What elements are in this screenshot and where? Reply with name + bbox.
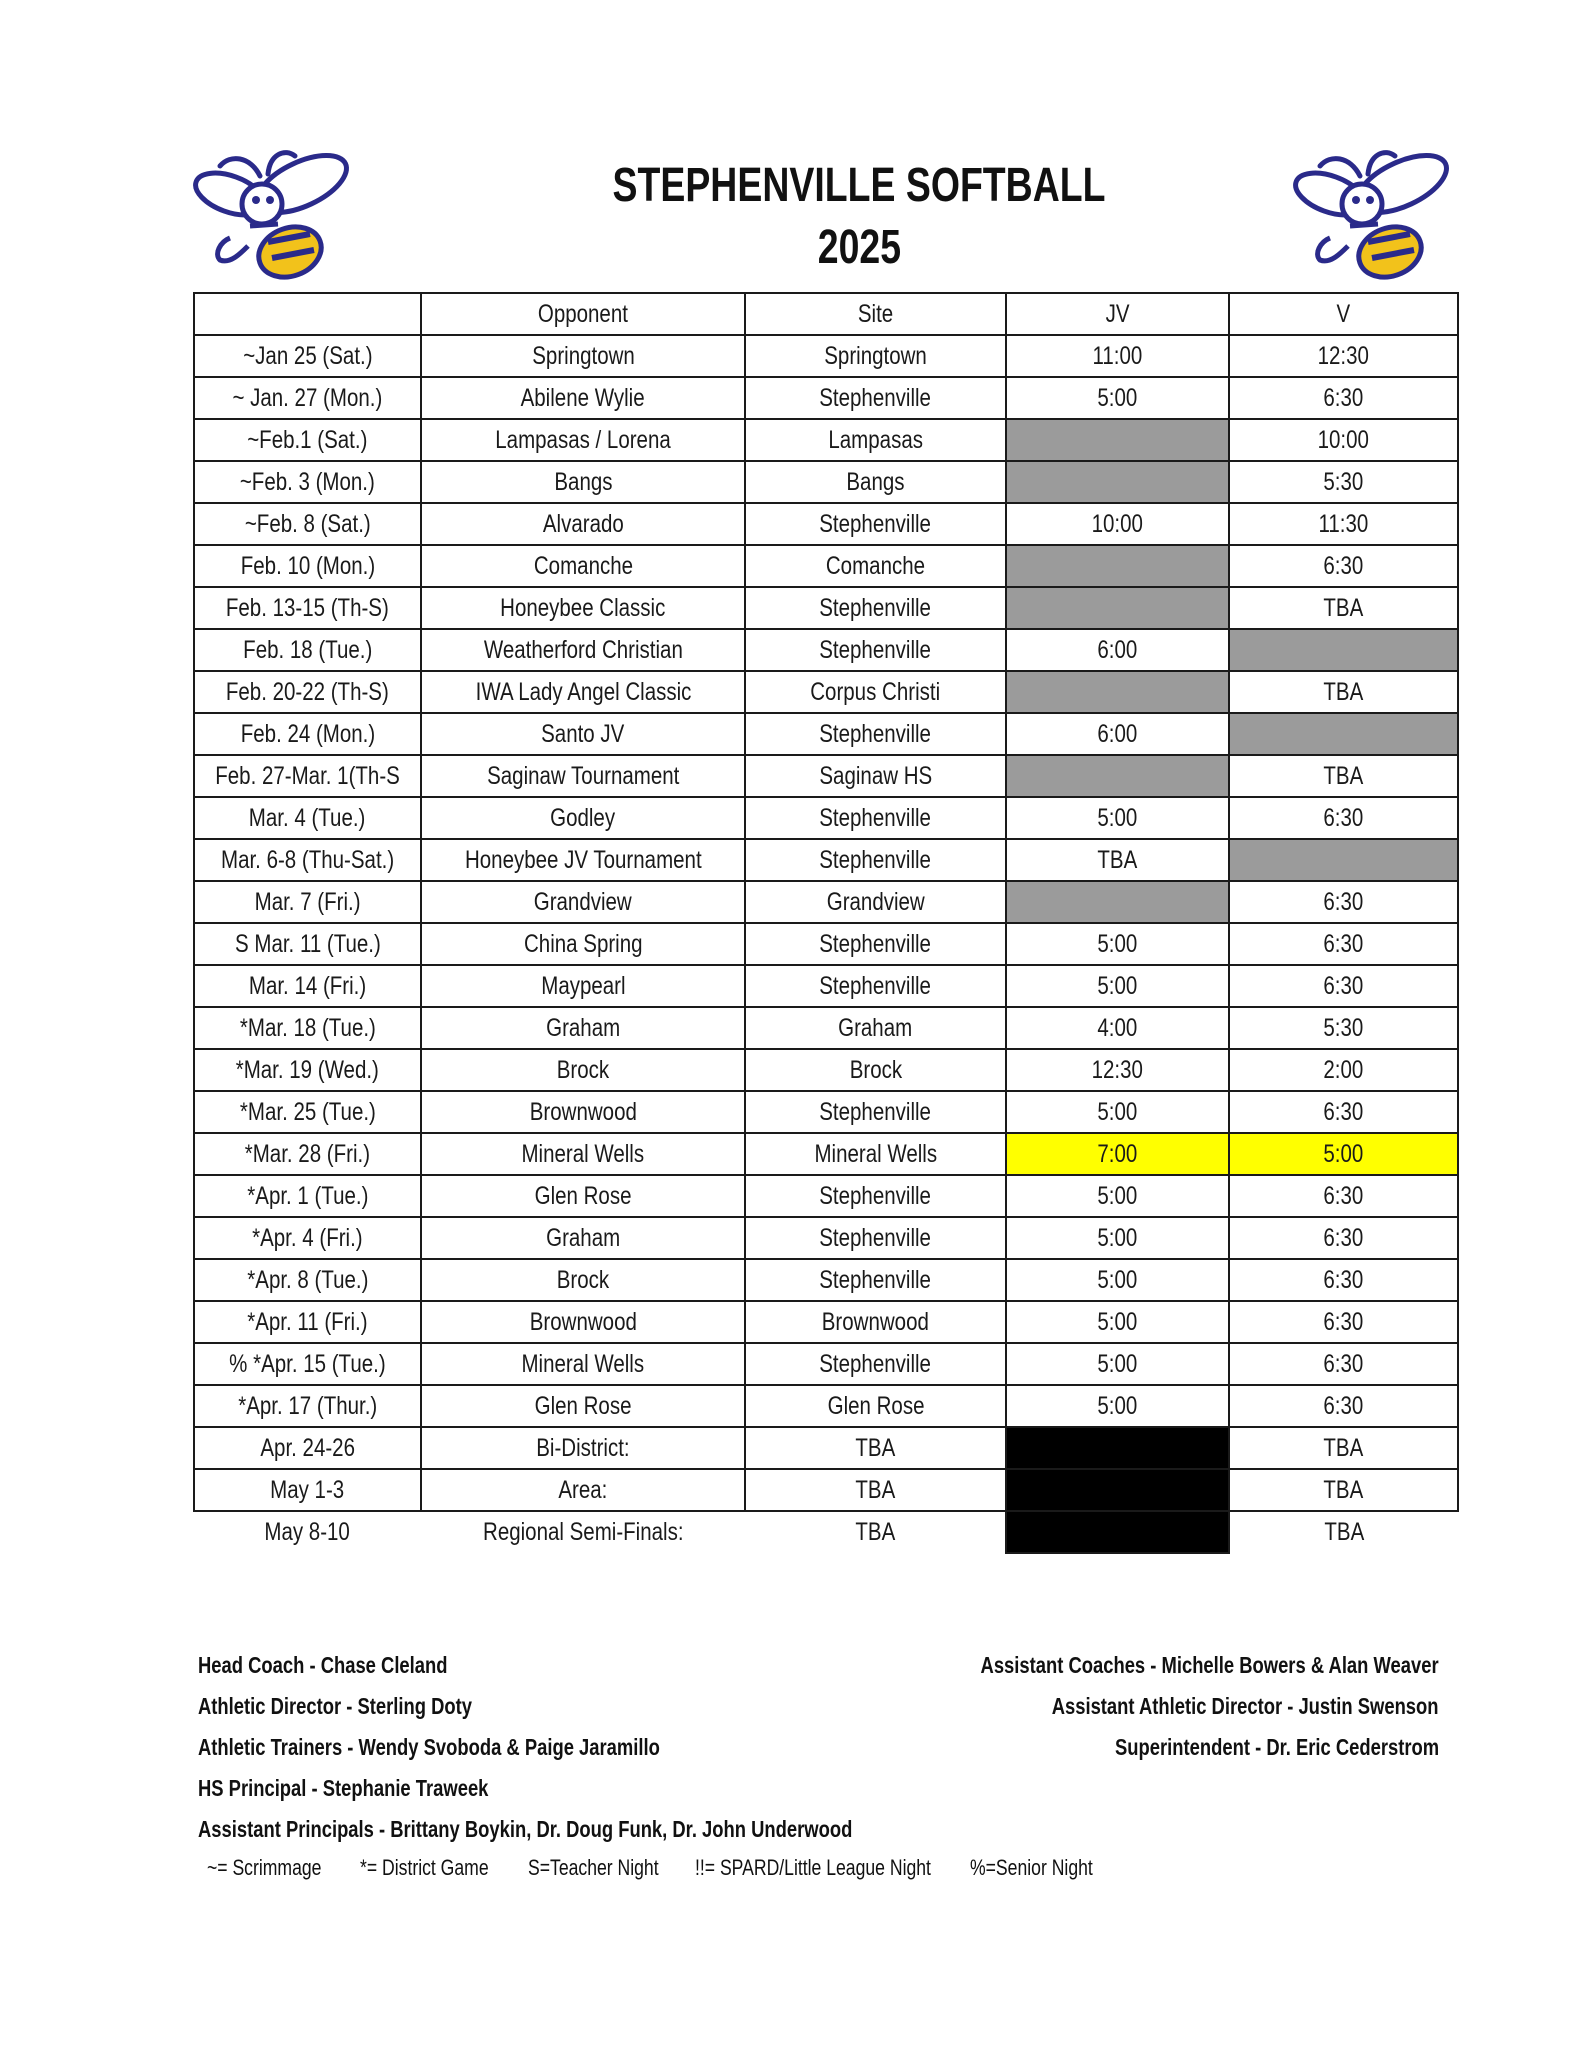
staff-assistant-principals: Assistant Principals - Brittany Boykin, Dr. Doug Funk, Dr. John Underwood bbox=[198, 1816, 853, 1842]
jv-time-cell bbox=[1006, 671, 1229, 713]
site-cell: Stephenville bbox=[745, 503, 1006, 545]
v-time-cell: 6:30 bbox=[1229, 1175, 1458, 1217]
v-time-cell: TBA bbox=[1229, 1469, 1458, 1511]
opponent-cell: Glen Rose bbox=[421, 1175, 745, 1217]
v-time-cell: TBA bbox=[1229, 1427, 1458, 1469]
v-time-cell bbox=[1229, 713, 1458, 755]
opponent-cell: Brock bbox=[421, 1259, 745, 1301]
schedule-row bbox=[194, 461, 1458, 503]
v-time-cell: TBA bbox=[1229, 1511, 1458, 1553]
site-cell: Stephenville bbox=[745, 1091, 1006, 1133]
schedule-table bbox=[193, 292, 1459, 1554]
opponent-cell: Grandview bbox=[421, 881, 745, 923]
schedule-row bbox=[194, 1301, 1458, 1343]
site-cell: Graham bbox=[745, 1007, 1006, 1049]
jv-time-cell: 5:00 bbox=[1006, 965, 1229, 1007]
site-cell: Glen Rose bbox=[745, 1385, 1006, 1427]
schedule-row bbox=[194, 1259, 1458, 1301]
v-time-cell: 6:30 bbox=[1229, 1343, 1458, 1385]
date-cell: Mar. 14 (Fri.) bbox=[194, 965, 421, 1007]
opponent-cell: Abilene Wylie bbox=[421, 377, 745, 419]
jv-time-cell: 7:00 bbox=[1006, 1133, 1229, 1175]
schedule-row bbox=[194, 629, 1458, 671]
v-time-cell: 11:30 bbox=[1229, 503, 1458, 545]
site-cell: Stephenville bbox=[745, 377, 1006, 419]
schedule-row bbox=[194, 1007, 1458, 1049]
opponent-cell: Springtown bbox=[421, 335, 745, 377]
schedule-row bbox=[194, 377, 1458, 419]
site-cell: Comanche bbox=[745, 545, 1006, 587]
site-cell: Lampasas bbox=[745, 419, 1006, 461]
opponent-cell: Weatherford Christian bbox=[421, 629, 745, 671]
site-cell: Stephenville bbox=[745, 965, 1006, 1007]
date-cell: *Mar. 25 (Tue.) bbox=[194, 1091, 421, 1133]
schedule-row bbox=[194, 1049, 1458, 1091]
opponent-cell: Brock bbox=[421, 1049, 745, 1091]
jv-time-cell bbox=[1006, 419, 1229, 461]
site-cell: Bangs bbox=[745, 461, 1006, 503]
header-site: Site bbox=[745, 293, 1006, 335]
v-time-cell: 6:30 bbox=[1229, 377, 1458, 419]
date-cell: Mar. 4 (Tue.) bbox=[194, 797, 421, 839]
jv-time-cell bbox=[1006, 1427, 1229, 1469]
site-cell: Brownwood bbox=[745, 1301, 1006, 1343]
site-cell: Grandview bbox=[745, 881, 1006, 923]
jv-time-cell: 11:00 bbox=[1006, 335, 1229, 377]
schedule-row bbox=[194, 965, 1458, 1007]
staff-athletic-trainers: Athletic Trainers - Wendy Svoboda & Paige Jaramillo bbox=[198, 1734, 660, 1760]
v-time-cell: 10:00 bbox=[1229, 419, 1458, 461]
jv-time-cell: 5:00 bbox=[1006, 1343, 1229, 1385]
opponent-cell: Regional Semi-Finals: bbox=[421, 1511, 745, 1553]
jv-time-cell: 6:00 bbox=[1006, 629, 1229, 671]
schedule-row bbox=[194, 755, 1458, 797]
staff-superintendent: Superintendent - Dr. Eric Cederstrom bbox=[1114, 1734, 1439, 1760]
schedule-row bbox=[194, 419, 1458, 461]
jv-time-cell bbox=[1006, 587, 1229, 629]
jv-time-cell: 5:00 bbox=[1006, 923, 1229, 965]
schedule-row bbox=[194, 335, 1458, 377]
date-cell: Feb. 20-22 (Th-S) bbox=[194, 671, 421, 713]
date-cell: May 1-3 bbox=[194, 1469, 421, 1511]
jv-time-cell: 10:00 bbox=[1006, 503, 1229, 545]
date-cell: ~Feb.1 (Sat.) bbox=[194, 419, 421, 461]
jv-time-cell: 5:00 bbox=[1006, 1301, 1229, 1343]
staff-athletic-director: Athletic Director - Sterling Doty bbox=[198, 1693, 472, 1719]
site-cell: Stephenville bbox=[745, 839, 1006, 881]
opponent-cell: Bangs bbox=[421, 461, 745, 503]
date-cell: *Apr. 11 (Fri.) bbox=[194, 1301, 421, 1343]
staff-assistant-athletic-director: Assistant Athletic Director - Justin Swenson bbox=[1052, 1693, 1439, 1719]
jv-time-cell bbox=[1006, 461, 1229, 503]
page-title: STEPHENVILLE SOFTBALL bbox=[613, 159, 1106, 212]
legend-spard-night: !!= SPARD/Little League Night bbox=[695, 1855, 931, 1880]
schedule-row bbox=[194, 713, 1458, 755]
site-cell: Stephenville bbox=[745, 1343, 1006, 1385]
page-year: 2025 bbox=[817, 221, 902, 274]
site-cell: Corpus Christi bbox=[745, 671, 1006, 713]
date-cell: *Mar. 18 (Tue.) bbox=[194, 1007, 421, 1049]
schedule-row bbox=[194, 1175, 1458, 1217]
schedule-row bbox=[194, 1133, 1458, 1175]
opponent-cell: Godley bbox=[421, 797, 745, 839]
v-time-cell: 6:30 bbox=[1229, 881, 1458, 923]
staff-assistant-coaches: Assistant Coaches - Michelle Bowers & Alan Weaver bbox=[980, 1652, 1439, 1678]
legend-senior-night: %=Senior Night bbox=[970, 1855, 1093, 1880]
date-cell: % *Apr. 15 (Tue.) bbox=[194, 1343, 421, 1385]
site-cell: Stephenville bbox=[745, 797, 1006, 839]
jv-time-cell: 5:00 bbox=[1006, 1091, 1229, 1133]
jv-time-cell bbox=[1006, 1469, 1229, 1511]
header-date bbox=[194, 293, 421, 335]
site-cell: Brock bbox=[745, 1049, 1006, 1091]
site-cell: Stephenville bbox=[745, 1217, 1006, 1259]
v-time-cell: TBA bbox=[1229, 671, 1458, 713]
header-opponent: Opponent bbox=[421, 293, 745, 335]
date-cell: Mar. 6-8 (Thu-Sat.) bbox=[194, 839, 421, 881]
date-cell: *Mar. 28 (Fri.) bbox=[194, 1133, 421, 1175]
v-time-cell: TBA bbox=[1229, 587, 1458, 629]
date-cell: S Mar. 11 (Tue.) bbox=[194, 923, 421, 965]
staff-hs-principal: HS Principal - Stephanie Traweek bbox=[198, 1775, 489, 1801]
site-cell: TBA bbox=[745, 1427, 1006, 1469]
schedule-row bbox=[194, 1343, 1458, 1385]
v-time-cell: 6:30 bbox=[1229, 923, 1458, 965]
schedule-row bbox=[194, 923, 1458, 965]
date-cell: Apr. 24-26 bbox=[194, 1427, 421, 1469]
date-cell: Feb. 10 (Mon.) bbox=[194, 545, 421, 587]
opponent-cell: Mineral Wells bbox=[421, 1133, 745, 1175]
opponent-cell: Comanche bbox=[421, 545, 745, 587]
opponent-cell: Alvarado bbox=[421, 503, 745, 545]
date-cell: *Apr. 8 (Tue.) bbox=[194, 1259, 421, 1301]
date-cell: *Mar. 19 (Wed.) bbox=[194, 1049, 421, 1091]
site-cell: TBA bbox=[745, 1511, 1006, 1553]
jv-time-cell: 5:00 bbox=[1006, 377, 1229, 419]
site-cell: Stephenville bbox=[745, 713, 1006, 755]
date-cell: *Apr. 17 (Thur.) bbox=[194, 1385, 421, 1427]
schedule-row bbox=[194, 671, 1458, 713]
site-cell: Stephenville bbox=[745, 1175, 1006, 1217]
date-cell: ~ Jan. 27 (Mon.) bbox=[194, 377, 421, 419]
v-time-cell: 12:30 bbox=[1229, 335, 1458, 377]
site-cell: Stephenville bbox=[745, 1259, 1006, 1301]
jv-time-cell: 5:00 bbox=[1006, 1217, 1229, 1259]
date-cell: May 8-10 bbox=[194, 1511, 421, 1553]
schedule-row bbox=[194, 545, 1458, 587]
site-cell: Springtown bbox=[745, 335, 1006, 377]
schedule-row bbox=[194, 587, 1458, 629]
opponent-cell: Mineral Wells bbox=[421, 1343, 745, 1385]
v-time-cell: 6:30 bbox=[1229, 1259, 1458, 1301]
jv-time-cell bbox=[1006, 755, 1229, 797]
v-time-cell bbox=[1229, 629, 1458, 671]
legend-teacher-night: S=Teacher Night bbox=[528, 1855, 659, 1880]
opponent-cell: Area: bbox=[421, 1469, 745, 1511]
date-cell: Mar. 7 (Fri.) bbox=[194, 881, 421, 923]
schedule-row bbox=[194, 1469, 1458, 1511]
opponent-cell: Maypearl bbox=[421, 965, 745, 1007]
legend-district-game: *= District Game bbox=[360, 1855, 489, 1880]
schedule-row bbox=[194, 1427, 1458, 1469]
jv-time-cell: TBA bbox=[1006, 839, 1229, 881]
jv-time-cell bbox=[1006, 545, 1229, 587]
jv-time-cell: 5:00 bbox=[1006, 1259, 1229, 1301]
v-time-cell: 5:30 bbox=[1229, 1007, 1458, 1049]
v-time-cell: 5:30 bbox=[1229, 461, 1458, 503]
date-cell: ~Feb. 8 (Sat.) bbox=[194, 503, 421, 545]
jv-time-cell bbox=[1006, 1511, 1229, 1553]
jv-time-cell bbox=[1006, 881, 1229, 923]
date-cell: ~Feb. 3 (Mon.) bbox=[194, 461, 421, 503]
date-cell: *Apr. 1 (Tue.) bbox=[194, 1175, 421, 1217]
site-cell: Mineral Wells bbox=[745, 1133, 1006, 1175]
v-time-cell: 6:30 bbox=[1229, 1217, 1458, 1259]
date-cell: Feb. 24 (Mon.) bbox=[194, 713, 421, 755]
schedule-row bbox=[194, 839, 1458, 881]
opponent-cell: Saginaw Tournament bbox=[421, 755, 745, 797]
v-time-cell: TBA bbox=[1229, 755, 1458, 797]
date-cell: Feb. 27-Mar. 1(Th-S bbox=[194, 755, 421, 797]
v-time-cell: 2:00 bbox=[1229, 1049, 1458, 1091]
opponent-cell: Brownwood bbox=[421, 1301, 745, 1343]
header-v: V bbox=[1229, 293, 1458, 335]
opponent-cell: Honeybee Classic bbox=[421, 587, 745, 629]
opponent-cell: Bi-District: bbox=[421, 1427, 745, 1469]
header-jv: JV bbox=[1006, 293, 1229, 335]
jv-time-cell: 6:00 bbox=[1006, 713, 1229, 755]
schedule-row bbox=[194, 1385, 1458, 1427]
staff-head-coach: Head Coach - Chase Cleland bbox=[198, 1652, 448, 1678]
opponent-cell: Honeybee JV Tournament bbox=[421, 839, 745, 881]
site-cell: Stephenville bbox=[745, 587, 1006, 629]
site-cell: Stephenville bbox=[745, 629, 1006, 671]
schedule-row bbox=[194, 797, 1458, 839]
v-time-cell: 6:30 bbox=[1229, 965, 1458, 1007]
date-cell: ~Jan 25 (Sat.) bbox=[194, 335, 421, 377]
opponent-cell: IWA Lady Angel Classic bbox=[421, 671, 745, 713]
schedule-row bbox=[194, 1217, 1458, 1259]
site-cell: Saginaw HS bbox=[745, 755, 1006, 797]
site-cell: Stephenville bbox=[745, 923, 1006, 965]
opponent-cell: Graham bbox=[421, 1217, 745, 1259]
opponent-cell: China Spring bbox=[421, 923, 745, 965]
opponent-cell: Brownwood bbox=[421, 1091, 745, 1133]
jv-time-cell: 5:00 bbox=[1006, 1385, 1229, 1427]
schedule-row bbox=[194, 881, 1458, 923]
date-cell: Feb. 13-15 (Th-S) bbox=[194, 587, 421, 629]
v-time-cell: 6:30 bbox=[1229, 797, 1458, 839]
v-time-cell: 6:30 bbox=[1229, 1091, 1458, 1133]
site-cell: TBA bbox=[745, 1469, 1006, 1511]
opponent-cell: Graham bbox=[421, 1007, 745, 1049]
opponent-cell: Santo JV bbox=[421, 713, 745, 755]
date-cell: Feb. 18 (Tue.) bbox=[194, 629, 421, 671]
v-time-cell: 5:00 bbox=[1229, 1133, 1458, 1175]
v-time-cell: 6:30 bbox=[1229, 1385, 1458, 1427]
table-header-row bbox=[194, 293, 1458, 335]
opponent-cell: Lampasas / Lorena bbox=[421, 419, 745, 461]
schedule-row bbox=[194, 503, 1458, 545]
jv-time-cell: 12:30 bbox=[1006, 1049, 1229, 1091]
legend-scrimmage: ~= Scrimmage bbox=[207, 1855, 322, 1880]
jv-time-cell: 5:00 bbox=[1006, 1175, 1229, 1217]
schedule-row bbox=[194, 1511, 1458, 1553]
v-time-cell bbox=[1229, 839, 1458, 881]
schedule-row bbox=[194, 1091, 1458, 1133]
opponent-cell: Glen Rose bbox=[421, 1385, 745, 1427]
date-cell: *Apr. 4 (Fri.) bbox=[194, 1217, 421, 1259]
jv-time-cell: 4:00 bbox=[1006, 1007, 1229, 1049]
v-time-cell: 6:30 bbox=[1229, 545, 1458, 587]
jv-time-cell: 5:00 bbox=[1006, 797, 1229, 839]
v-time-cell: 6:30 bbox=[1229, 1301, 1458, 1343]
